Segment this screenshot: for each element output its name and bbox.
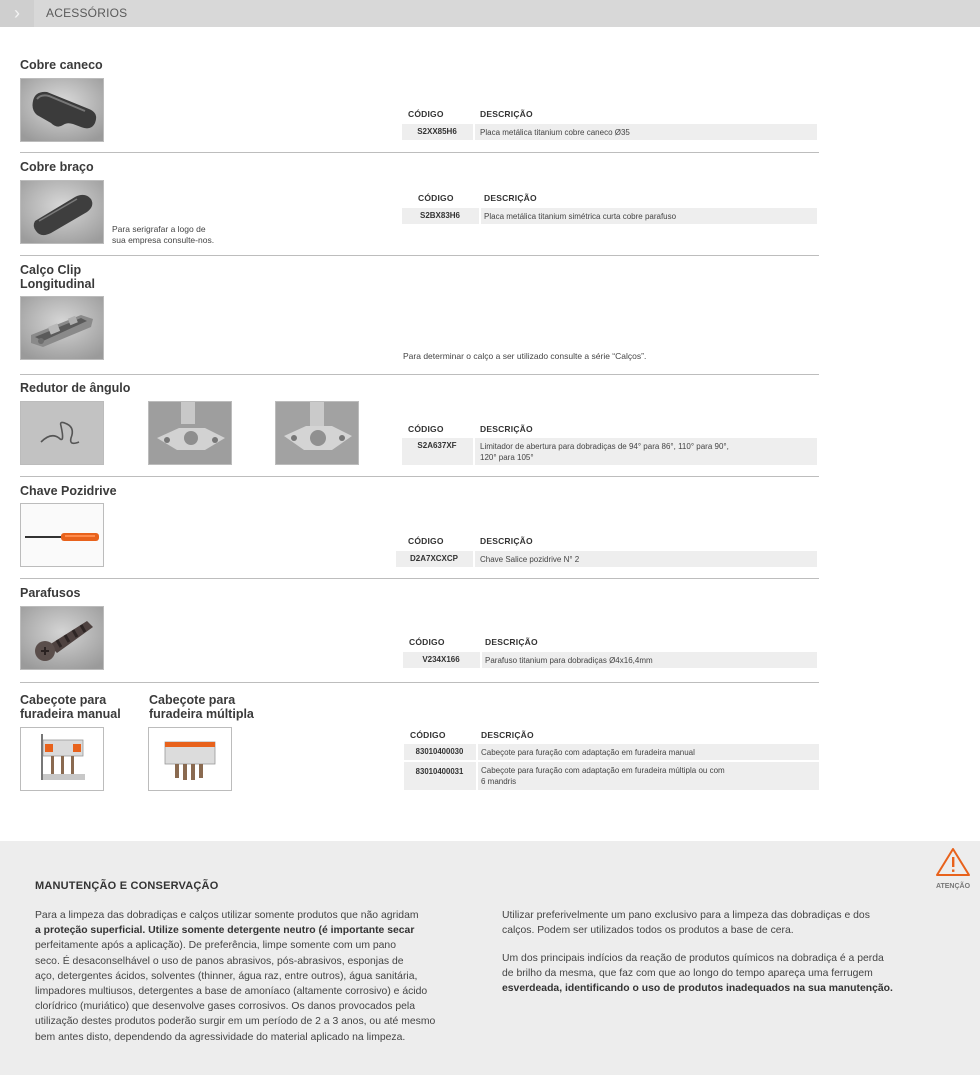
product-description: Placa metálica titanium simétrica curta cobre parafuso: [484, 212, 677, 221]
maintenance-right-paragraph-2: [502, 951, 944, 997]
calco-clip-image: [20, 296, 104, 360]
column-header-description: DESCRIÇÃO: [485, 637, 538, 647]
text-line: Um dos principais indícios da reação de produtos químicos na dobradiça é a perda: [502, 953, 884, 964]
product-code: S2A637XF: [417, 441, 457, 450]
product-description-line2: 120° para 105°: [480, 453, 534, 462]
table-row: [402, 438, 817, 465]
logo-note-line2: sua empresa consulte-nos.: [112, 235, 215, 245]
table-row: [402, 124, 817, 140]
column-header-code: CÓDIGO: [409, 637, 445, 647]
section-title-chave: Chave Pozidrive: [20, 484, 117, 498]
chave-pozidrive-image: [20, 503, 104, 567]
text-line: seco. É desaconselhável o uso de panos abrasivos, pós-abrasivos, esponjas de: [35, 955, 404, 967]
column-header-description: DESCRIÇÃO: [480, 109, 533, 119]
product-description: Cabeçote para furação com adaptação em furadeira manual: [481, 748, 695, 757]
section-title-cobre-braco: Cobre braço: [20, 160, 94, 174]
product-description-line1: Limitador de abertura para dobradiças de 94° para 86°, 110° para 90°,: [480, 442, 729, 451]
divider: [20, 578, 819, 579]
cobre-braco-image: [20, 180, 104, 244]
maintenance-left-paragraph: [35, 908, 478, 1045]
product-code: 83010400030: [415, 747, 464, 756]
section-title-calco-clip-line2: Longitudinal: [20, 277, 95, 291]
cobre-caneco-image: [20, 78, 104, 142]
product-description-line1: Cabeçote para furação com adaptação em furadeira múltipla ou com: [481, 766, 725, 775]
table-row: [403, 652, 817, 668]
table-row: [402, 208, 817, 224]
section-title-parafusos: Parafusos: [20, 586, 81, 600]
section-header-bar: [0, 0, 980, 27]
column-header-code: CÓDIGO: [410, 730, 446, 740]
column-header-description: DESCRIÇÃO: [484, 193, 537, 203]
text-line-bold: esverdeada, identificando o uso de produtos inadequados na sua manutenção.: [502, 983, 893, 995]
section-title-cabecote-multi-line2: furadeira múltipla: [149, 707, 254, 721]
section-title-cobre-caneco: Cobre caneco: [20, 58, 103, 72]
section-title-redutor: Redutor de ângulo: [20, 381, 131, 395]
text-line: Utilizar preferivelmente um pano exclusivo para a limpeza das dobradiças e dos: [502, 910, 870, 921]
divider: [20, 152, 819, 153]
column-header-code: CÓDIGO: [408, 536, 444, 546]
page-title: ACESSÓRIOS: [46, 6, 128, 20]
maintenance-title: MANUTENÇÃO E CONSERVAÇÃO: [35, 880, 219, 892]
logo-note-line1: Para serigrafar a logo de: [112, 224, 206, 234]
product-code: S2XX85H6: [417, 127, 457, 136]
product-description: [481, 762, 725, 787]
section-title-calco-clip: Calço Clip: [20, 263, 82, 277]
text-line: aço, detergentes ácidos, solventes (thinner, água raz, entre outros), água sanitária,: [35, 970, 418, 982]
text-line: Para a limpeza das dobradiças e calços utilizar somente produtos que não agridam: [35, 910, 419, 921]
cabecote-manual-image: [20, 727, 104, 791]
product-description: Parafuso titanium para dobradiças Ø4x16,4mm: [485, 656, 653, 665]
text-line: perfeitamente após a aplicação). De preferência, limpe somente com um pano: [35, 940, 396, 952]
text-line: limpadores multiusos, detergentes a base de amoníaco (altamente corrosivo) e ácido: [35, 986, 428, 998]
product-code: V234X166: [422, 655, 460, 664]
text-line: bem antes disto, dependendo da agressividade do material aplicado na limpeza.: [35, 1031, 406, 1043]
product-description-line2: 6 mandris: [481, 777, 517, 786]
chevron-right-icon[interactable]: ›: [0, 0, 34, 27]
text-line: calços. Podem ser utilizados todos os produtos a base de cera.: [502, 925, 794, 937]
product-code: D2A7XCXCP: [409, 554, 458, 563]
redutor-clip-image: [20, 401, 104, 465]
divider: [20, 476, 819, 477]
divider: [20, 682, 819, 683]
product-code: S2BX83H6: [419, 211, 461, 220]
product-description: Placa metálica titanium cobre caneco Ø35: [480, 128, 630, 137]
redutor-hinge-image-2: [275, 401, 359, 465]
divider: [20, 255, 819, 256]
parafusos-image: [20, 606, 104, 670]
product-description: Chave Salice pozidrive N° 2: [480, 555, 580, 564]
table-row: [404, 762, 819, 790]
text-line-bold: a proteção superficial. Utilize somente detergente neutro (é importante secar: [35, 925, 415, 937]
calco-note: Para determinar o calço a ser utilizado consulte a série “Calços”.: [403, 351, 647, 361]
cabecote-multipla-image: [148, 727, 232, 791]
product-code: 83010400031: [415, 767, 464, 776]
column-header-description: DESCRIÇÃO: [480, 424, 533, 434]
section-title-cabecote-manual: Cabeçote para: [20, 693, 107, 707]
column-header-code: CÓDIGO: [408, 109, 444, 119]
text-line: utilização destes produtos poderão surgir em um período de 2 a 3 anos, ou até mesmo: [35, 1016, 436, 1028]
redutor-hinge-image-1: [148, 401, 232, 465]
column-header-description: DESCRIÇÃO: [481, 730, 534, 740]
table-row: [396, 551, 817, 567]
section-title-cabecote-multi: Cabeçote para: [149, 693, 236, 707]
maintenance-right-paragraph-1: [502, 908, 944, 938]
text-line: de brilho da mesma, que faz com que ao longo do tempo apareça uma ferrugem: [502, 968, 873, 980]
product-description: [480, 438, 729, 463]
divider: [20, 374, 819, 375]
section-title-cabecote-manual-line2: furadeira manual: [20, 707, 121, 721]
warning-badge-label: ATENÇÃO: [935, 883, 971, 890]
warning-triangle-icon: [934, 847, 972, 889]
table-row: [404, 744, 819, 760]
column-header-description: DESCRIÇÃO: [480, 536, 533, 546]
maintenance-panel: [0, 841, 980, 1075]
column-header-code: CÓDIGO: [408, 424, 444, 434]
text-line: clorídrico (muriático) que desenvolve gases corrosivos. Os danos provocados pela: [35, 1001, 416, 1013]
column-header-code: CÓDIGO: [418, 193, 454, 203]
